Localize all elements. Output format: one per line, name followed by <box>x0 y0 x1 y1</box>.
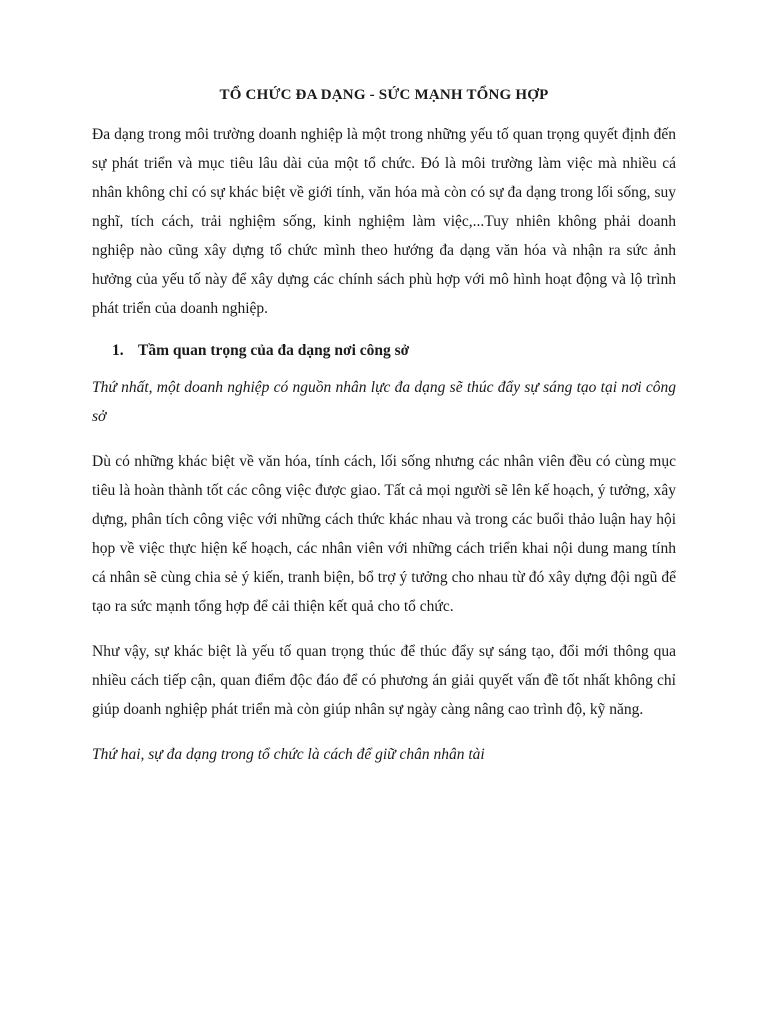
document-title: TỔ CHỨC ĐA DẠNG - SỨC MẠNH TỔNG HỢP <box>219 87 549 103</box>
body-paragraph-1: Dù có những khác biệt về văn hóa, tính cách, lối sống nhưng các nhân viên đều có cùng mục tiêu là hoàn thành tốt các công việc được giao. Tất cả mọi người sẽ lên kế hoạch, ý tưởng, xây dựng, phân tích công việc với những cách thức khác nhau và trong các buổi thảo luận hay hội họp về việc thực hiện kế hoạch, các nhân viên với những cách triển khai nội dung mang tính cá nhân sẽ cùng chia sẻ ý kiến, tranh biện, bổ trợ ý tưởng cho nhau từ đó xây dựng đội ngũ để tạo ra sức mạnh tổng hợp để cải thiện kết quả cho tổ chức. <box>92 453 676 615</box>
intro-paragraph: Đa dạng trong môi trường doanh nghiệp là một trong những yếu tố quan trọng quyết định đến sự phát triển và mục tiêu lâu dài của một tổ chức. Đó là môi trường làm việc mà nhiều cá nhân không chỉ có sự khác biệt về giới tính, văn hóa mà còn có sự đa dạng trong lối sống, suy nghĩ, tích cách, trải nghiệm sống, kinh nghiệm làm việc,...Tuy nhiên không phải doanh nghiệp nào cũng xây dựng tổ chức mình theo hướng đa dạng văn hóa và nhận ra sức ảnh hưởng của yếu tố này để xây dựng các chính sách phù hợp với mô hình hoạt động và lộ trình phát triển của doanh nghiệp. <box>92 126 676 317</box>
subheading-first: Thứ nhất, một doanh nghiệp có nguồn nhân lực đa dạng sẽ thúc đẩy sự sáng tạo tại nơi công sở <box>92 379 676 425</box>
body-paragraph-2: Như vậy, sự khác biệt là yếu tố quan trọng thúc để thúc đẩy sự sáng tạo, đổi mới thông qua nhiều cách tiếp cận, quan điểm độc đáo để có phương án giải quyết vấn đề tốt nhất không chỉ giúp doanh nghiệp phát triển mà còn giúp nhân sự ngày càng nâng cao trình độ, kỹ năng. <box>92 643 676 718</box>
section-heading-text: Tầm quan trọng của đa dạng nơi công sở <box>138 342 410 359</box>
section-heading <box>92 339 676 363</box>
subheading-second: Thứ hai, sự đa dạng trong tổ chức là cách để giữ chân nhân tài <box>92 746 485 763</box>
section-number: 1. <box>112 342 124 359</box>
